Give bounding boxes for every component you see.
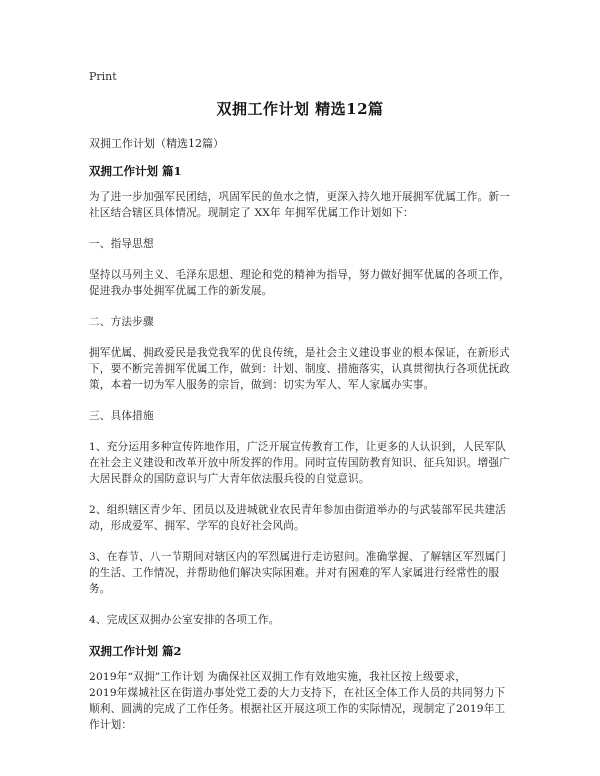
paragraph-measure-3: 3、在春节、八一节期间对辖区内的军烈属进行走访慰问。准确掌握、了解辖区军烈属门的生活、工作情况，并帮助他们解决实际困难。并对有困难的军人家属进行经常性的服务。 <box>89 551 507 595</box>
article-body <box>89 163 515 733</box>
paragraph-measure-1: 1、充分运用多种宣传阵地作用，广泛开展宣传教育工作，让更多的人认识到，人民军队在社会主义建设和改革开放中所发挥的作用。同时宣传国防教育知识、征兵知识。增强广大居民群众的国防意识与广大青年依法服兵役的自觉意识。 <box>89 441 510 485</box>
paragraph-measure-2: 2、组织辖区青少年、团员以及进城就业农民青年参加由街道举办的与武装部军民共建活动，形成爱军、拥军、学军的良好社会风尚。 <box>89 504 507 532</box>
paragraph-intro: 为了进一步加强军民团结，巩固军民的鱼水之情，更深入持久地开展拥军优属工作。新一社区结合辖区具体情况。现制定了 XX年 年拥军优属工作计划如下： <box>89 191 510 219</box>
section-heading: 双拥工作计划 篇2 <box>89 644 182 658</box>
section-heading: 双拥工作计划 篇1 <box>89 164 182 178</box>
subheading-guiding-ideology: 一、指导思想 <box>89 238 154 250</box>
subheading-methods: 二、方法步骤 <box>89 316 154 328</box>
paragraph-plan-line-2: 2019年煤城社区在街道办事处党工委的大力支持下，在社区全体工作人员的共同努力下顺利、圆满的完成了工作任务。根据社区开展这项工作的实际情况，现制定了2019年工作计划： <box>89 687 506 731</box>
paragraph-methods: 拥军优属、拥政爱民是我党我军的优良传统，是社会主义建设事业的根本保证，在新形式下，要不断完善拥军优属工作，做到：计划、制度、措施落实，认真贯彻执行各项优抚政策，本着一切为军人服务的宗旨，做到：切实为军人、军人家属办实事。 <box>89 347 510 391</box>
document-subtitle: 双拥工作计划（精选12篇） <box>89 137 224 150</box>
subheading-measures: 三、具体措施 <box>89 410 154 422</box>
page-title: 双拥工作计划 精选12篇 <box>216 100 384 118</box>
paragraph-guiding-ideology: 坚持以马列主义、毛泽东思想、理论和党的精神为指导，努力做好拥军优属的各项工作，促进我办事处拥军优属工作的新发展。 <box>89 269 510 297</box>
paragraph-plan-line-1: 2019年“双拥”工作计划 为确保社区双拥工作有效地实施，我社区按上级要求， <box>89 671 467 683</box>
paragraph-measure-4: 4、完成区双拥办公室安排的各项工作。 <box>89 614 280 626</box>
print-label[interactable]: Print <box>89 70 117 83</box>
